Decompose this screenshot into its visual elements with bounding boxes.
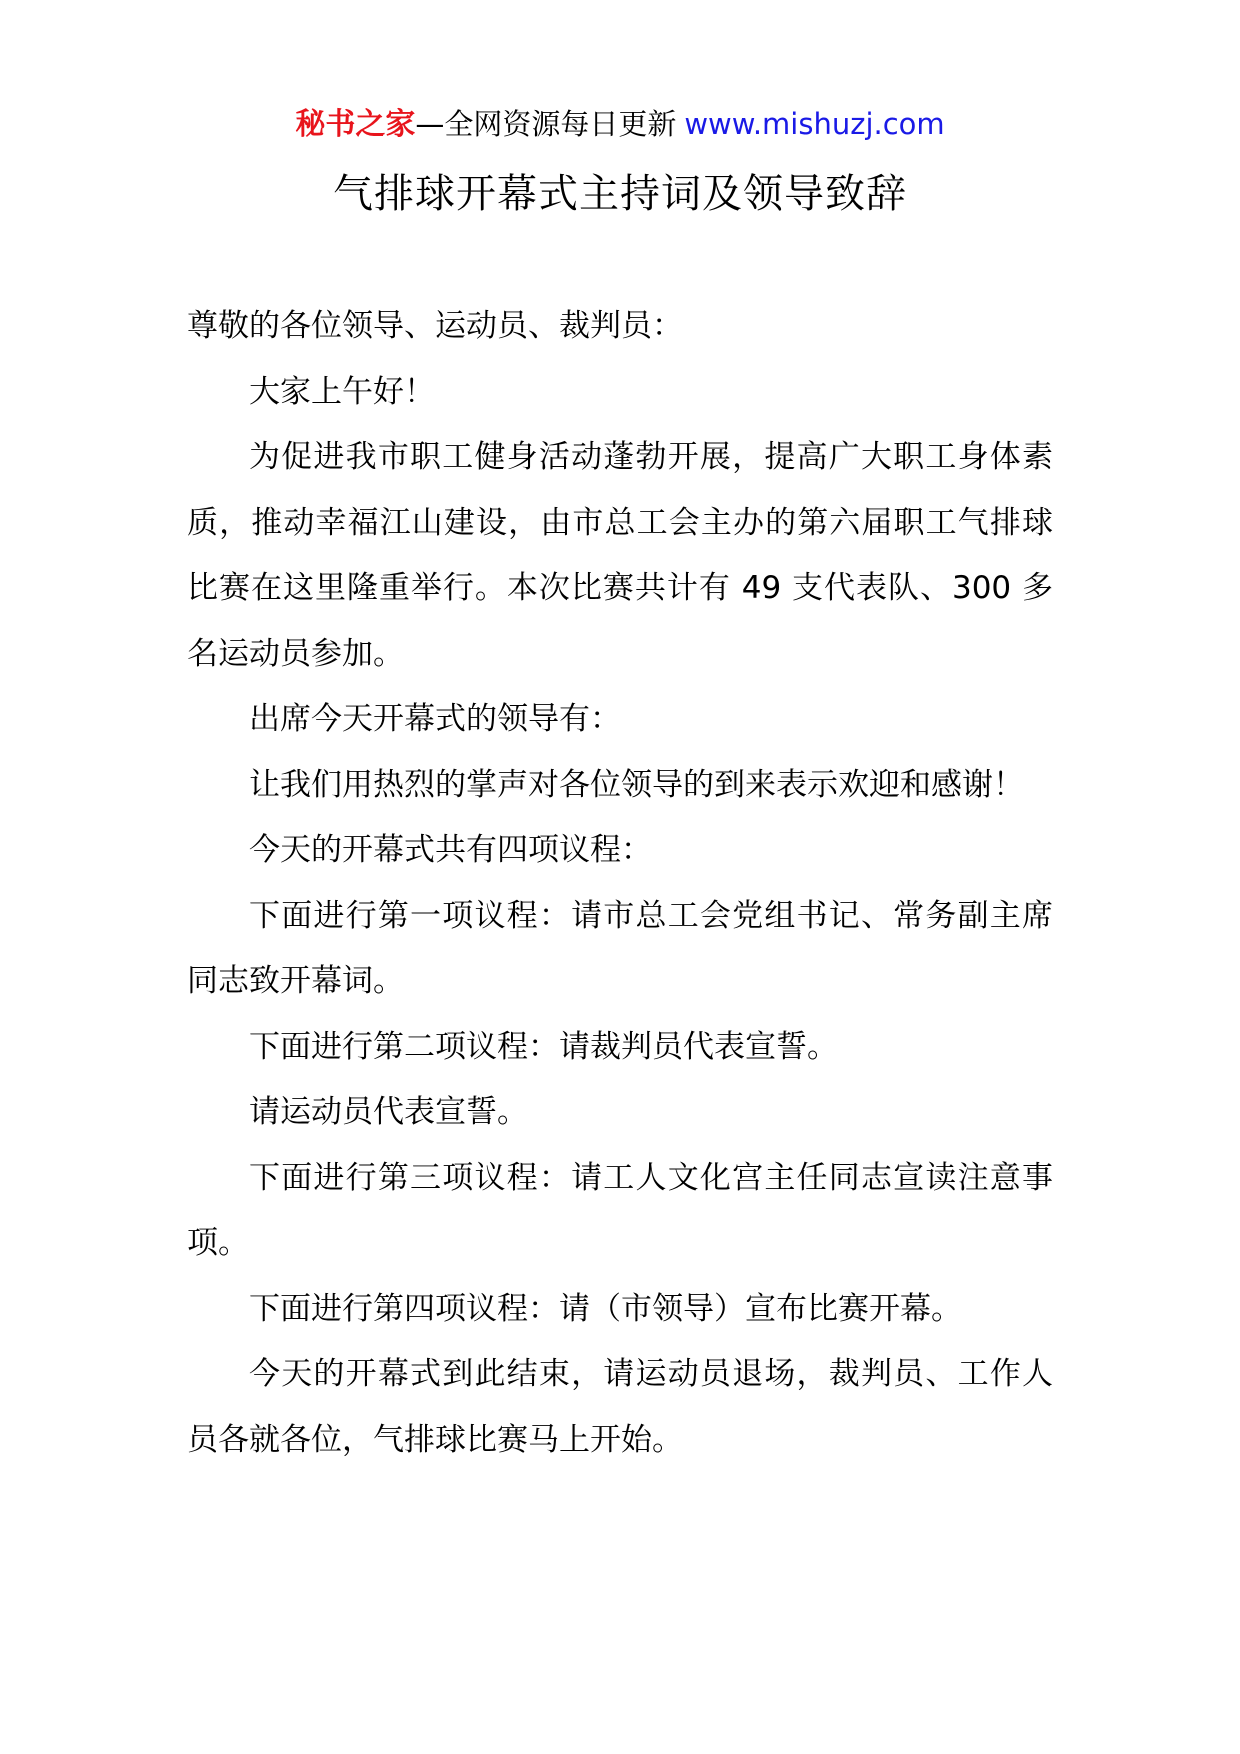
paragraph: 今天的开幕式到此结束，请运动员退场，裁判员、工作人员各就各位，气排球比赛马上开始。 xyxy=(187,1356,1053,1458)
paragraph: 让我们用热烈的掌声对各位领导的到来表示欢迎和感谢！ xyxy=(249,766,1024,803)
paragraph: 下面进行第一项议程：请市总工会党组书记、常务副主席同志致开幕词。 xyxy=(187,897,1053,999)
paragraph: 请运动员代表宣誓。 xyxy=(249,1094,528,1130)
paragraph: 下面进行第四项议程：请（市领导）宣布比赛开幕。 xyxy=(249,1290,962,1327)
paragraph: 大家上午好！ xyxy=(249,373,435,410)
paragraph: 下面进行第三项议程：请工人文化宫主任同志宣读注意事项。 xyxy=(187,1159,1053,1261)
salutation: 尊敬的各位领导、运动员、裁判员： xyxy=(187,308,683,344)
brand-name: 秘书之家 xyxy=(295,107,416,142)
site-tagline: —全网资源每日更新 xyxy=(415,107,677,141)
paragraph: 为促进我市职工健身活动蓬勃开展，提高广大职工身体素质，推动幸福江山建设，由市总工会主办的第六届职工气排球比赛在这里隆重举行。本次比赛共计有 49 支代表队、300 多名运动员参加。 xyxy=(187,439,1053,672)
document-body xyxy=(187,294,1053,1473)
document-title: 气排球开幕式主持词及领导致辞 xyxy=(333,171,907,217)
site-header xyxy=(0,104,1240,145)
paragraph: 今天的开幕式共有四项议程： xyxy=(249,832,652,868)
paragraph: 出席今天开幕式的领导有： xyxy=(249,701,621,737)
paragraph: 下面进行第二项议程：请裁判员代表宣誓。 xyxy=(249,1028,838,1065)
site-url-link[interactable]: www.mishuzj.com xyxy=(684,107,945,141)
